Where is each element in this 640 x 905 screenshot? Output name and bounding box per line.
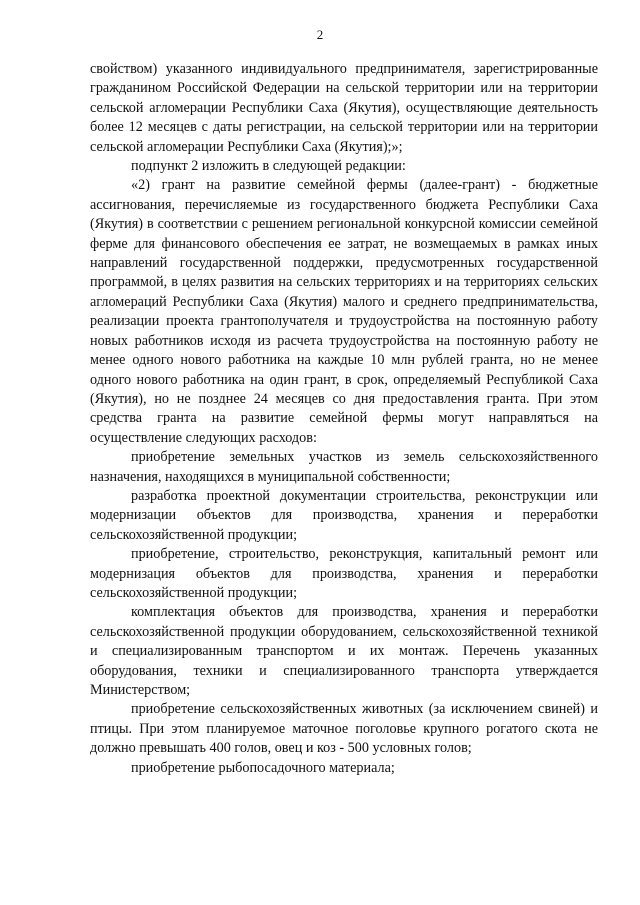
- paragraph-grant-definition: «2) грант на развитие семейной фермы (далее-грант) - бюджетные ассигнования, перечисляемые из государственного бюджета Республики Саха (Якутия) в соответствии с решением региональной конкурсной комиссии семейной ферме для финансового обеспечения ее затрат, не возмещаемых в рамках иных направлений государственной поддержки, предусмотренных государственной программой, в целях развития на сельских территориях и на территориях сельских агломераций Республики Саха (Якутия) малого и среднего предпринимательства, реализации проекта грантополучателя и трудоустройства на постоянную работу новых работников исходя из расчета трудоустройства на постоянную работу не менее одного нового работника на каждые 10 млн рублей гранта, но не менее одного нового работника на один грант, в срок, определяемый Республикой Саха (Якутия), но не позднее 24 месяцев со дня предоставления гранта. При этом средства гранта на развитие семейной фермы могут направляться на осуществление следующих расходов:: [90, 177, 598, 446]
- paragraph-expense-livestock: приобретение сельскохозяйственных животных (за исключением свиней) и птицы. При этом планируемое маточное поголовье крупного рогатого скота не должно превышать 400 голов, овец и коз - 500 условных голов;: [90, 701, 598, 757]
- paragraph-expense-fish-stock: приобретение рыбопосадочного материала;: [131, 759, 395, 776]
- paragraph-expense-land: приобретение земельных участков из земель сельскохозяйственного назначения, находящихся в муниципальной собственности;: [90, 449, 598, 485]
- page-number: 2: [316, 27, 324, 42]
- paragraph-expense-design-docs: разработка проектной документации строительства, реконструкции или модернизации объектов для производства, хранения и переработки сельскохозяйственной продукции;: [90, 487, 598, 543]
- paragraph-subpoint-instruction: подпункт 2 изложить в следующей редакции:: [131, 158, 406, 175]
- paragraph-continuation: свойством) указанного индивидуального предпринимателя, зарегистрированные гражданином Российской Федерации на сельской территории или на территории сельской агломерации Республики Саха (Якутия), осуществляющие деятельность более 12 месяцев с даты регистрации, на сельской территории или на территории сельской агломерации Республики Саха (Якутия);»;: [90, 61, 598, 155]
- document-body: [90, 60, 598, 778]
- paragraph-expense-construction: приобретение, строительство, реконструкция, капитальный ремонт или модернизация объектов для производства, хранения и переработки сельскохозяйственной продукции;: [90, 546, 598, 601]
- paragraph-expense-equipment: комплектация объектов для производства, хранения и переработки сельскохозяйственной продукции оборудованием, сельскохозяйственной техникой и специализированным транспортом и их монтаж. Перечень указанных оборудования, техники и специализированного транспорта утверждается Министерством;: [90, 604, 598, 698]
